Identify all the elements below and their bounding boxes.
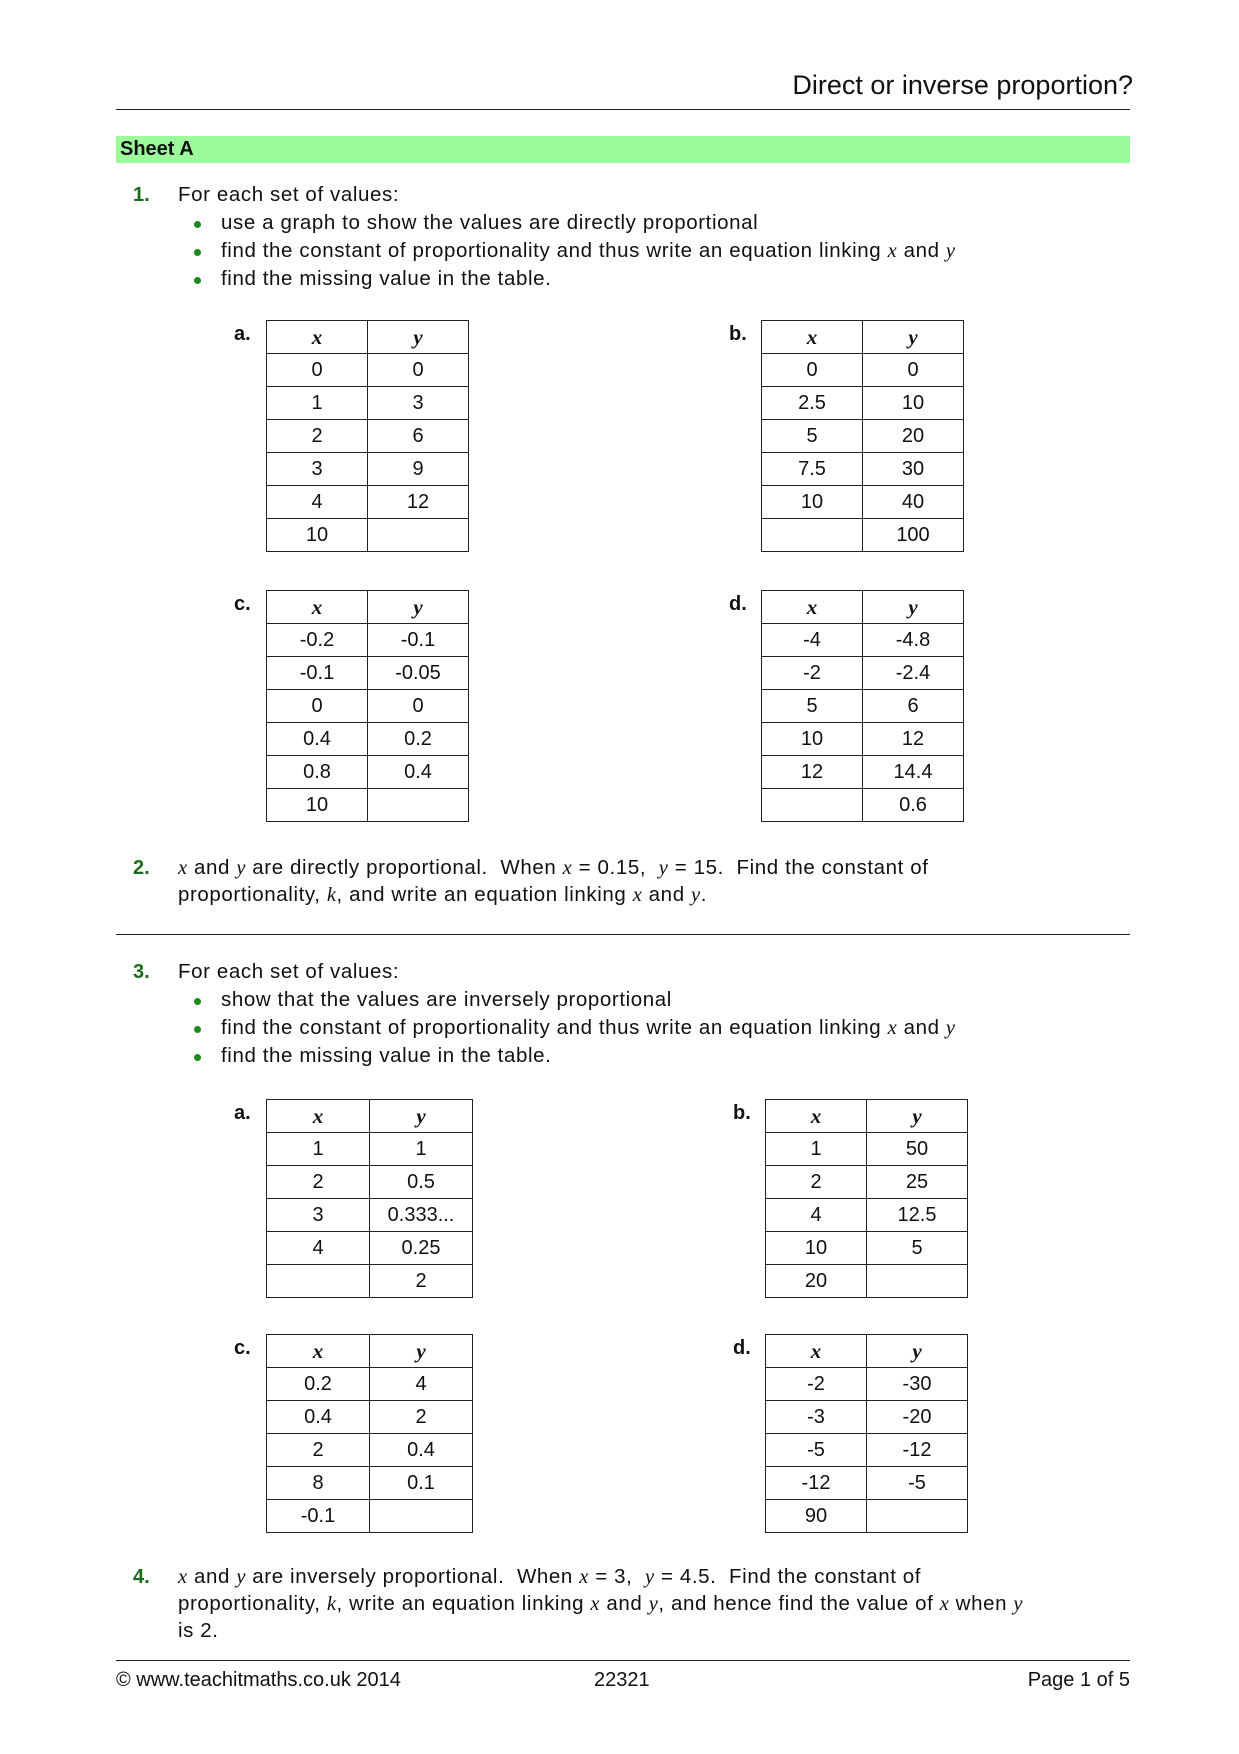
table-cell: 2 [267,1166,370,1199]
table-cell: -5 [766,1434,867,1467]
text-segment: , write an equation linking [336,1592,591,1615]
table-cell: 0.4 [368,756,469,789]
var-y: y [945,240,956,262]
table-row [267,789,469,822]
table-cell: 4 [766,1199,867,1232]
table-cell: 5 [867,1232,968,1265]
q1-table-d-label: d. [729,593,747,615]
q3-table-a-label: a. [234,1102,251,1124]
table-row [766,1199,968,1232]
var-y: y [945,1017,956,1039]
table-cell [762,519,863,552]
text-segment: proportionality, [178,1592,327,1615]
math-variable: x [590,1593,601,1615]
math-variable: y [1013,1593,1024,1615]
table-row [766,1467,968,1500]
math-variable: x [632,884,643,906]
column-header: x [267,321,368,354]
q1-table-a [266,320,469,552]
table-header-row [766,1100,968,1133]
math-variable: k [326,884,337,906]
column-header: x [762,321,863,354]
q2-number: 2. [133,857,150,879]
q2-line-1 [178,856,929,880]
column-header: y [867,1335,968,1368]
column-header: x [267,1100,370,1133]
table-cell: 20 [863,420,964,453]
table-row [267,354,469,387]
table-header-row [267,1335,473,1368]
table-cell: -20 [867,1401,968,1434]
footer-copyright: © www.teachitmaths.co.uk 2014 [116,1669,401,1691]
q4-line-3 [178,1619,219,1643]
var-x: x [887,240,898,262]
table-header-row [267,591,469,624]
q3-bullet-1: show that the values are inversely proportional [221,988,672,1011]
table-cell: 14.4 [863,756,964,789]
table-row [267,1232,473,1265]
table-cell: -0.1 [267,1500,370,1533]
table-cell: -4 [762,624,863,657]
math-variable: y [648,1593,659,1615]
bullet-icon [194,221,201,228]
q4-line-1 [178,1565,921,1589]
table-row [766,1368,968,1401]
table-cell: 0.2 [267,1368,370,1401]
table-cell: 10 [863,387,964,420]
table-cell [370,1500,473,1533]
table-row [267,1368,473,1401]
table-row [267,453,469,486]
table-row [267,1467,473,1500]
math-variable: y [645,1566,655,1588]
column-header: x [267,1335,370,1368]
table-cell [762,789,863,822]
column-header: y [863,591,964,624]
bullet-icon [194,249,201,256]
table-row [762,690,964,723]
table-row [267,624,469,657]
text-segment: and [600,1592,649,1615]
table-row [766,1133,968,1166]
column-header: x [267,591,368,624]
table-row [766,1265,968,1298]
table-row [762,657,964,690]
table-cell: 10 [766,1232,867,1265]
table-header-row [762,591,964,624]
sheet-label: Sheet A [120,138,194,160]
table-cell [267,1265,370,1298]
table-cell: 25 [867,1166,968,1199]
table-row [267,1500,473,1533]
column-header: y [368,591,469,624]
table-cell: 12.5 [867,1199,968,1232]
column-header: y [863,321,964,354]
table-cell: 4 [267,1232,370,1265]
math-variable: y [691,884,701,906]
text-segment: when [949,1592,1014,1615]
table-cell: 2 [267,1434,370,1467]
bullet-icon [194,1026,201,1033]
section-rule [116,934,1130,935]
table-cell: 2 [267,420,368,453]
table-cell: 6 [368,420,469,453]
text-segment: is 2. [178,1619,219,1642]
table-row [762,354,964,387]
table-cell: -2.4 [863,657,964,690]
text-segment: = 3, [588,1565,645,1588]
table-cell: 0 [368,690,469,723]
column-header: x [766,1100,867,1133]
table-cell: 0.5 [370,1166,473,1199]
q2-line-2 [178,883,707,907]
table-cell: 0 [762,354,863,387]
table-cell: 10 [267,789,368,822]
table-cell: 50 [867,1133,968,1166]
table-header-row [267,321,469,354]
text-segment: and [187,1565,237,1588]
table-row [762,624,964,657]
table-row [267,1133,473,1166]
table-row [762,453,964,486]
table-cell: 0.8 [267,756,368,789]
footer-code: 22321 [594,1669,650,1691]
math-variable: x [562,857,573,879]
q1-table-b-label: b. [729,323,747,345]
table-cell: -4.8 [863,624,964,657]
math-variable: k [326,1593,337,1615]
table-cell: -0.1 [368,624,469,657]
q3-table-b-label: b. [733,1102,751,1124]
q3-table-b [765,1099,968,1298]
table-cell: 12 [762,756,863,789]
table-cell: 90 [766,1500,867,1533]
var-x: x [887,1017,898,1039]
table-cell: 0.4 [267,723,368,756]
q1-bullet-3: find the missing value in the table. [221,267,552,290]
text-segment: , and hence find the value of [658,1592,940,1615]
table-row [762,486,964,519]
table-cell: 1 [766,1133,867,1166]
table-cell: -12 [867,1434,968,1467]
table-cell: -12 [766,1467,867,1500]
table-cell: 2.5 [762,387,863,420]
table-cell: -5 [867,1467,968,1500]
q1-bullet-2-text: find the constant of proportionality and thus write an equation linking [221,239,882,262]
table-cell: 40 [863,486,964,519]
q1-table-b [761,320,964,552]
table-cell: 0 [267,690,368,723]
column-header: x [762,591,863,624]
table-row [762,789,964,822]
q3-bullet-3: find the missing value in the table. [221,1044,552,1067]
table-row [267,1401,473,1434]
q4-line-2 [178,1592,1023,1616]
q3-table-c-label: c. [234,1337,251,1359]
table-cell [368,519,469,552]
q3-table-d [765,1334,968,1533]
text-segment: , and write an equation linking [336,883,633,906]
footer-rule [116,1660,1130,1661]
table-cell: 3 [267,453,368,486]
column-header: y [368,321,469,354]
bullet-icon [194,1054,201,1061]
table-row [267,486,469,519]
math-variable: x [579,1566,589,1588]
text-segment: = 4.5. Find the constant of [654,1565,922,1588]
table-cell: -3 [766,1401,867,1434]
math-variable: x [939,1593,950,1615]
table-row [766,1434,968,1467]
footer-page-number: Page 1 of 5 [1027,1669,1130,1691]
table-cell: -30 [867,1368,968,1401]
table-cell: -0.05 [368,657,469,690]
table-cell: 12 [863,723,964,756]
sheet-banner [116,136,1130,163]
table-cell: 10 [267,519,368,552]
table-row [267,1265,473,1298]
table-cell: 1 [370,1133,473,1166]
table-row [267,756,469,789]
table-cell: 10 [762,723,863,756]
text-segment: = 0.15, [572,856,659,879]
table-header-row [267,1100,473,1133]
table-row [766,1401,968,1434]
table-row [267,657,469,690]
table-cell: 4 [370,1368,473,1401]
table-cell: 6 [863,690,964,723]
math-variable: y [236,1566,247,1588]
table-cell: 3 [368,387,469,420]
q3-table-c [266,1334,473,1533]
table-row [766,1500,968,1533]
table-cell: 7.5 [762,453,863,486]
table-row [267,519,469,552]
math-variable: y [658,857,669,879]
table-cell: 3 [267,1199,370,1232]
q3-table-a [266,1099,473,1298]
table-cell: 1 [267,387,368,420]
q3-bullet-2 [221,1016,956,1040]
table-cell [867,1265,968,1298]
q1-table-c [266,590,469,822]
q1-table-c-label: c. [234,593,251,615]
table-row [267,1434,473,1467]
math-variable: x [178,857,188,879]
table-row [267,1199,473,1232]
table-cell: 100 [863,519,964,552]
table-cell: 0 [863,354,964,387]
column-header: y [370,1100,473,1133]
text-segment: are directly proportional. When [246,856,563,879]
q1-number: 1. [133,184,150,206]
bullet-icon [194,998,201,1005]
q3-bullet-2-text: find the constant of proportionality and thus write an equation linking [221,1016,882,1039]
bullet-icon [194,277,201,284]
table-row [762,420,964,453]
table-cell: 20 [766,1265,867,1298]
table-cell [867,1500,968,1533]
table-cell: 8 [267,1467,370,1500]
table-row [762,387,964,420]
table-cell: 5 [762,690,863,723]
text-segment: = 15. Find the constant of [668,856,929,879]
table-cell: 0.333... [370,1199,473,1232]
table-cell: 2 [370,1401,473,1434]
table-row [762,756,964,789]
table-row [762,519,964,552]
math-variable: x [178,1566,188,1588]
text-segment: . [700,883,707,906]
table-cell: 0.2 [368,723,469,756]
page-title: Direct or inverse proportion? [792,70,1133,100]
q1-bullet-2 [221,239,956,263]
q1-table-a-label: a. [234,323,251,345]
table-cell: 0.6 [863,789,964,822]
table-cell: -0.2 [267,624,368,657]
table-cell: -0.1 [267,657,368,690]
table-cell: 2 [766,1166,867,1199]
table-row [267,387,469,420]
text-segment: and [187,856,237,879]
table-cell: 0 [267,354,368,387]
table-cell: 12 [368,486,469,519]
column-header: y [370,1335,473,1368]
q3-table-d-label: d. [733,1337,751,1359]
table-row [766,1232,968,1265]
table-cell: 0.1 [370,1467,473,1500]
q4-number: 4. [133,1566,150,1588]
table-header-row [762,321,964,354]
text-segment: proportionality, [178,883,327,906]
table-cell: 0.4 [370,1434,473,1467]
math-variable: y [236,857,247,879]
table-row [267,1166,473,1199]
q3-number: 3. [133,961,150,983]
column-header: x [766,1335,867,1368]
word-and: and [903,239,940,262]
table-cell: 0.25 [370,1232,473,1265]
table-row [267,420,469,453]
text-segment: are inversely proportional. When [246,1565,580,1588]
q1-table-d [761,590,964,822]
table-row [267,690,469,723]
table-cell: 0.4 [267,1401,370,1434]
table-cell: -2 [766,1368,867,1401]
table-row [766,1166,968,1199]
text-segment: and [642,883,691,906]
table-cell: 4 [267,486,368,519]
table-cell [368,789,469,822]
q3-intro: For each set of values: [178,960,400,983]
table-header-row [766,1335,968,1368]
table-cell: 2 [370,1265,473,1298]
q1-bullet-1: use a graph to show the values are directly proportional [221,211,759,234]
table-cell: 30 [863,453,964,486]
table-row [762,723,964,756]
table-cell: 10 [762,486,863,519]
table-cell: 1 [267,1133,370,1166]
table-cell: 9 [368,453,469,486]
column-header: y [867,1100,968,1133]
q1-intro: For each set of values: [178,183,400,206]
header-rule [116,109,1130,110]
table-cell: -2 [762,657,863,690]
table-cell: 0 [368,354,469,387]
word-and: and [903,1016,940,1039]
table-cell: 5 [762,420,863,453]
table-row [267,723,469,756]
